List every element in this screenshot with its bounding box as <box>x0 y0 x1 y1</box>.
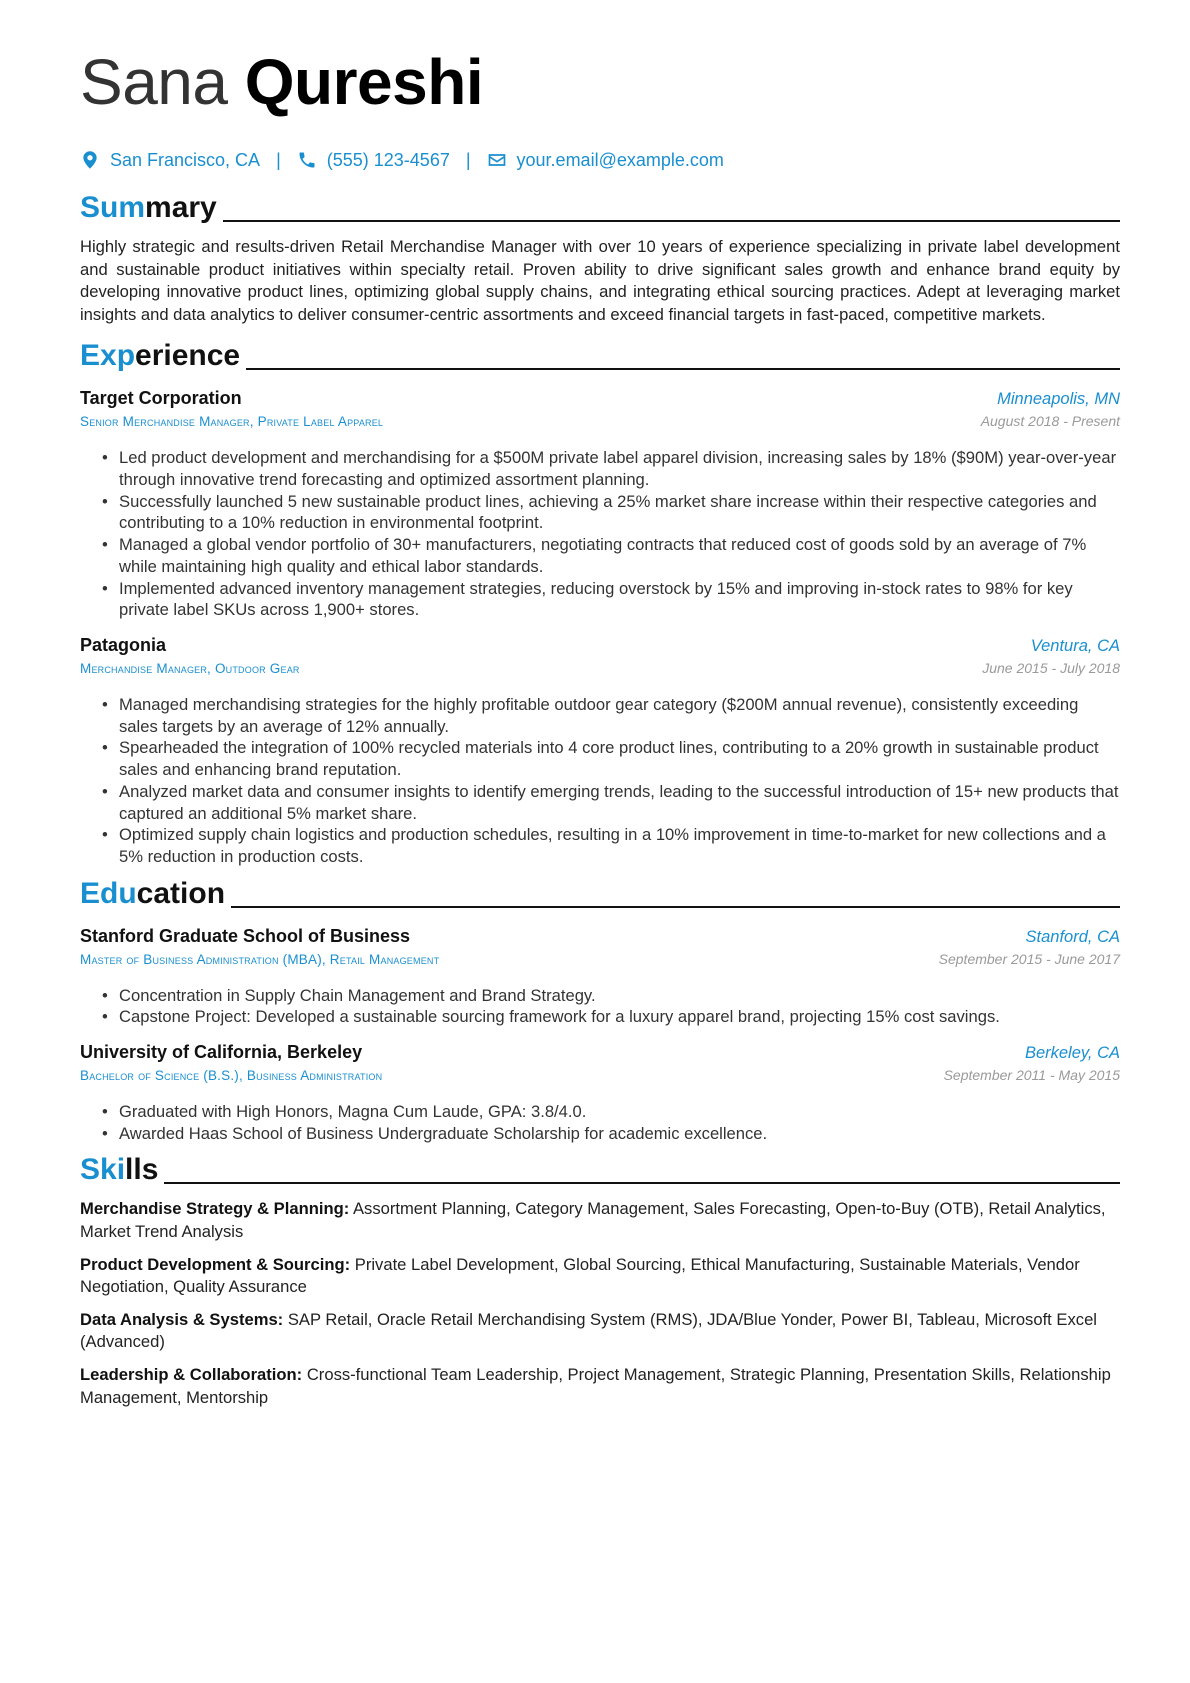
degree-title: Master of Business Administration (MBA), Retail Management <box>80 951 440 967</box>
last-name: Qureshi <box>244 46 484 118</box>
education-bullets <box>80 985 1120 1028</box>
skill-group <box>80 1254 1120 1299</box>
contact-email[interactable] <box>487 150 724 171</box>
contact-line <box>80 148 1120 172</box>
location-text: San Francisco, CA <box>110 149 261 170</box>
section-rule <box>164 1182 1120 1184</box>
school-name: Stanford Graduate School of Business <box>80 925 411 946</box>
contact-separator: | <box>276 149 281 170</box>
job-title: Merchandise Manager, Outdoor Gear <box>80 661 300 676</box>
contact-phone[interactable] <box>297 150 450 171</box>
job-bullets <box>80 694 1120 868</box>
education-entry <box>80 1042 1120 1144</box>
first-name: Sana <box>80 46 228 118</box>
section-rule <box>231 906 1120 908</box>
skill-items: Private Label Development, Global Sourcing, Ethical Manufacturing, Sustainable Materials, Vendor Negotiation, Quality Assurance <box>80 1254 1080 1297</box>
skill-group <box>80 1364 1120 1409</box>
job-entry <box>80 388 1120 621</box>
contact-separator: | <box>465 149 471 170</box>
job-location: Ventura, CA <box>1030 637 1120 655</box>
degree-title: Bachelor of Science (B.S.), Business Administration <box>80 1068 383 1084</box>
candidate-name <box>80 44 1120 120</box>
phone-text[interactable]: (555) 123-4567 <box>326 149 450 170</box>
map-marker-icon <box>80 150 100 170</box>
list-item: • Led product development and merchandising for a $500M private label apparel division, increasing sales by 18% ($90M) year-over-year through innovative trend forecasting and optimized assortment planning. <box>80 447 1120 490</box>
job-entry <box>80 635 1120 868</box>
list-item: • Graduated with High Honors, Magna Cum Laude, GPA: 3.8/4.0. <box>80 1101 1120 1123</box>
envelope-icon <box>487 150 507 170</box>
summary-text: Highly strategic and results-driven Retail Merchandise Manager with over 10 years of experience specializing in private label development and sustainable product initiatives within specialty retail. Proven ability to drive significant sales growth and enhance brand equity by developing innovative product lines, optimizing global supply chains, and integrating ethical sourcing practices. Adept at leveraging market insights and data analytics to deliver consumer-centric assortments and exceed financial targets in fast-paced, competitive markets. <box>80 237 1120 324</box>
list-item: • Capstone Project: Developed a sustainable sourcing framework for a luxury apparel brand, projecting 15% cost savings. <box>80 1006 1120 1028</box>
list-item: • Implemented advanced inventory management strategies, reducing overstock by 15% and improving in-stock rates to 98% for key private label SKUs across 1,900+ stores. <box>80 578 1120 621</box>
skill-items: Cross-functional Team Leadership, Project Management, Strategic Planning, Presentation Skills, Relationship Management, Mentorship <box>80 1365 1111 1407</box>
skills-heading: Ski lls <box>80 1152 1120 1188</box>
job-title: Senior Merchandise Manager, Private Label Apparel <box>80 414 384 430</box>
phone-icon <box>297 150 317 170</box>
education-heading: Edu cation <box>80 876 1120 912</box>
list-item: • Successfully launched 5 new sustainable product lines, achieving a 25% market share increase within their respective categories and contributing to a 10% reduction in environmental footprint. <box>80 491 1120 534</box>
education-bullets <box>80 1101 1120 1144</box>
school-dates: September 2011 - May 2015 <box>943 1067 1120 1084</box>
section-rule <box>246 368 1120 370</box>
section-rule <box>223 220 1120 222</box>
experience-heading: Exp erience <box>80 338 1120 374</box>
job-bullets <box>80 447 1120 621</box>
job-location: Minneapolis, MN <box>997 390 1120 409</box>
resume-content <box>80 44 1120 1419</box>
school-location: Stanford, CA <box>1025 927 1120 946</box>
company-name: Patagonia <box>80 635 167 655</box>
school-name: University of California, Berkeley <box>80 1042 363 1063</box>
job-dates: August 2018 - Present <box>980 413 1120 430</box>
list-item: • Spearheaded the integration of 100% recycled materials into 4 core product lines, contributing to a 20% growth in sustainable product sales and enhancing brand reputation. <box>80 737 1120 780</box>
skill-items: SAP Retail, Oracle Retail Merchandising System (RMS), JDA/Blue Yonder, Power BI, Tableau, Microsoft Excel (Advanced) <box>80 1309 1097 1352</box>
skill-items: Assortment Planning, Category Management, Sales Forecasting, Open-to-Buy (OTB), Retail Analytics, Market Trend Analysis <box>80 1199 1106 1242</box>
job-dates: June 2015 - July 2018 <box>982 660 1120 676</box>
skill-label: Product Development & Sourcing: <box>80 1254 351 1274</box>
school-location: Berkeley, CA <box>1024 1044 1120 1063</box>
list-item: • Optimized supply chain logistics and production schedules, resulting in a 10% improvement in time-to-market for new collections and a 5% reduction in production costs. <box>80 824 1120 867</box>
email-link[interactable]: your.email@example.com <box>516 149 724 170</box>
skill-label: Leadership & Collaboration: <box>80 1365 303 1384</box>
skill-label: Data Analysis & Systems: <box>80 1309 284 1329</box>
skills-list <box>80 1198 1120 1409</box>
list-item: • Analyzed market data and consumer insights to identify emerging trends, leading to the successful introduction of 15+ new products that captured an additional 5% market share. <box>80 781 1120 824</box>
skill-group <box>80 1198 1120 1243</box>
education-entry <box>80 926 1120 1028</box>
list-item: • Awarded Haas School of Business Undergraduate Scholarship for academic excellence. <box>80 1123 1120 1145</box>
list-item: • Managed a global vendor portfolio of 30+ manufacturers, negotiating contracts that reduced cost of goods sold by an average of 7% while maintaining high quality and ethical labor standards. <box>80 534 1120 577</box>
list-item: • Concentration in Supply Chain Management and Brand Strategy. <box>80 985 1120 1007</box>
contact-location <box>80 150 260 171</box>
skill-group <box>80 1309 1120 1354</box>
company-name: Target Corporation <box>80 388 242 409</box>
summary-heading: Sum mary <box>80 190 1120 226</box>
skill-label: Merchandise Strategy & Planning: <box>80 1199 350 1219</box>
list-item: • Managed merchandising strategies for the highly profitable outdoor gear category ($200M annual revenue), consistently exceeding sales targets by an average of 12% annually. <box>80 694 1120 737</box>
school-dates: September 2015 - June 2017 <box>938 950 1120 967</box>
